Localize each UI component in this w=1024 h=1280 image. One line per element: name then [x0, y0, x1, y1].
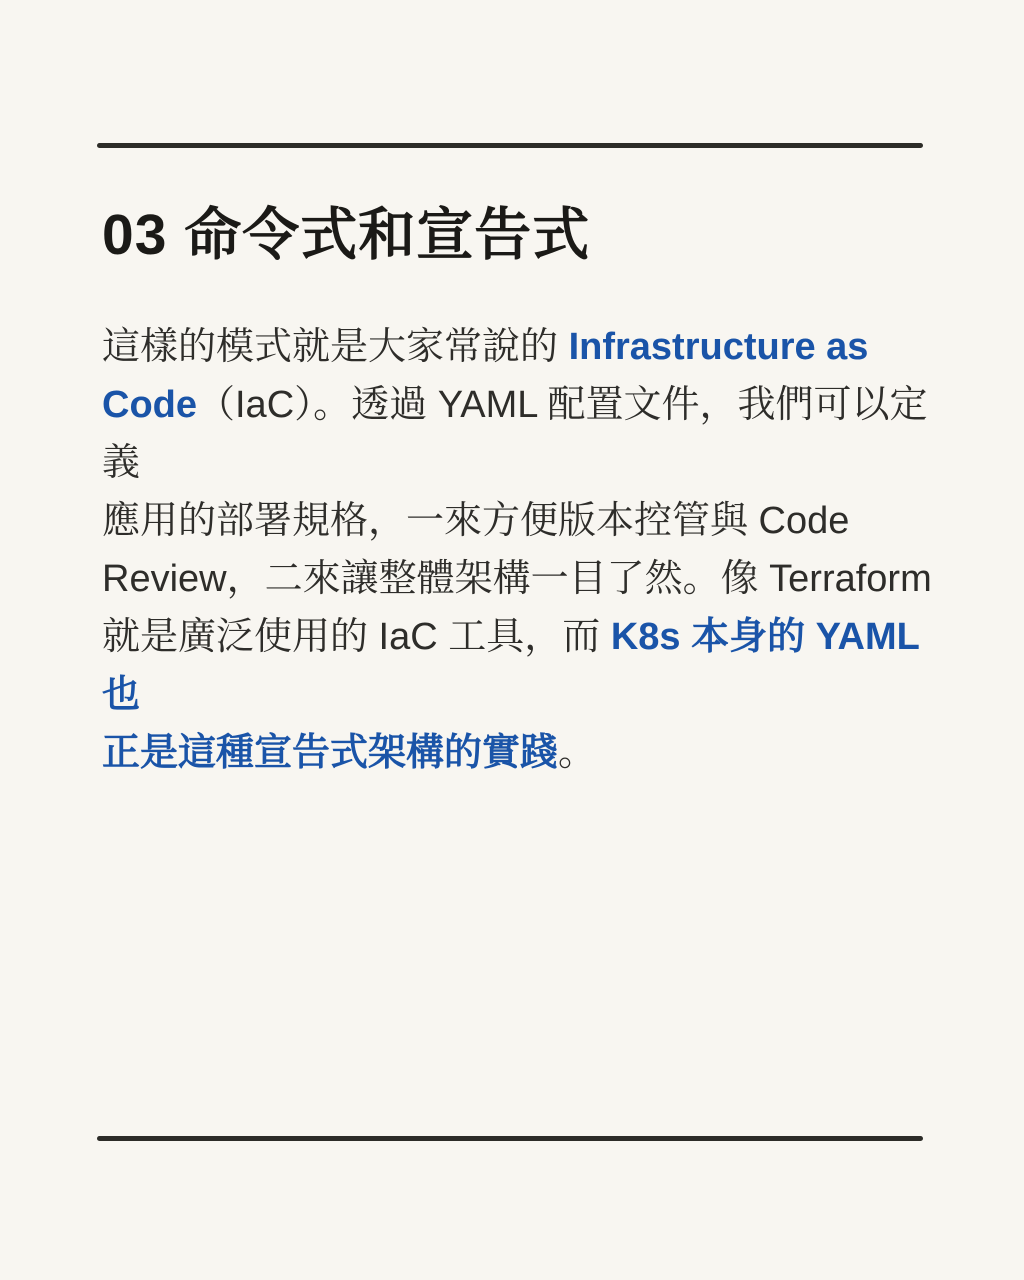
text-run: （IaC）。透過 YAML 配置文件，我們可以定義	[102, 384, 928, 484]
bottom-divider	[97, 1136, 923, 1141]
text-run: 。	[558, 732, 597, 774]
text-run-accent: 正是這種宣告式架構的實踐	[102, 732, 559, 774]
text-run: 應用的部署規格，一來方便版本控管與 Code	[102, 500, 850, 542]
text-run: 這樣的模式就是大家常說的	[102, 326, 569, 368]
text-run-accent: Code	[102, 384, 197, 426]
page-title: 03 命令式和宣告式	[102, 203, 591, 267]
text-run: Review，二來讓整體架構一目了然。像 Terraform	[102, 558, 932, 600]
text-run-accent: K8s 本身的 YAML 也	[102, 616, 920, 716]
text-run: 就是廣泛使用的 IaC 工具，而	[102, 616, 611, 658]
body-paragraph	[102, 318, 947, 782]
top-divider	[97, 143, 923, 148]
text-run-accent: Infrastructure as	[568, 326, 869, 368]
